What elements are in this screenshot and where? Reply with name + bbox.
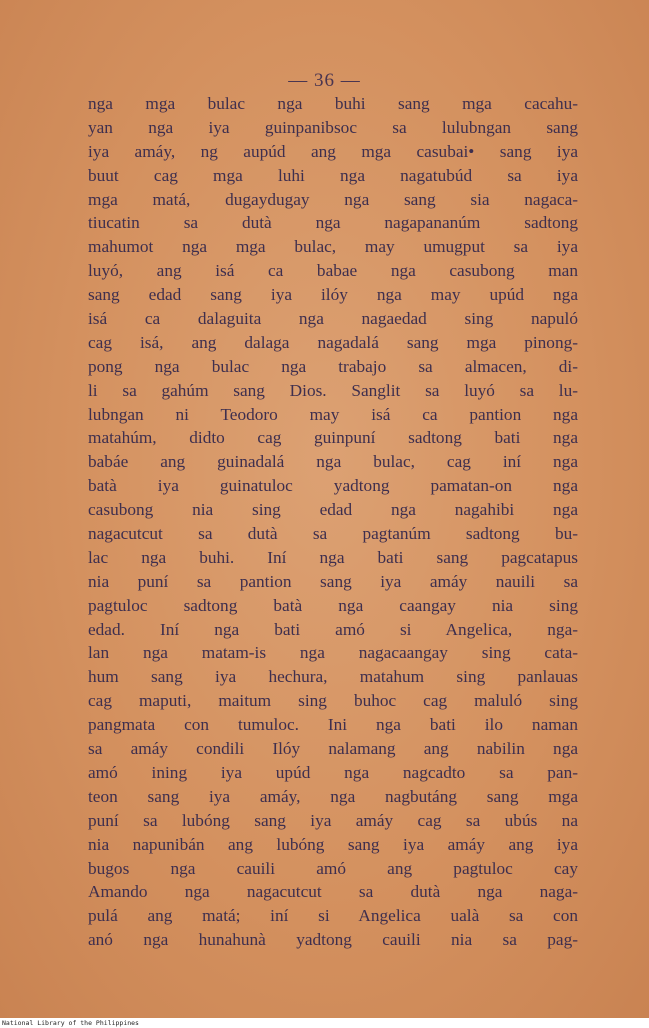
- text-line: lac nga buhi. Iní nga bati sang pagcatapus: [88, 547, 578, 567]
- text-line: luyó, ang isá ca babae nga casubong man: [88, 261, 578, 281]
- text-line: nia napunibán ang lubóng sang iya amáy ang iya: [88, 834, 578, 854]
- text-line: matahúm, didto cag guinpuní sadtong bati nga: [88, 428, 578, 448]
- text-line: puní sa lubóng sang iya amáy cag sa ubús na: [88, 810, 578, 830]
- text-line: sa amáy condili Ilóy nalamang ang nabilin nga: [88, 739, 578, 759]
- text-line: isá ca dalaguita nga nagaedad sing napuló: [88, 309, 578, 329]
- text-line: nagacutcut sa dutà sa pagtanúm sadtong bu-: [88, 524, 578, 544]
- text-line: cag isá, ang dalaga nagadalá sang mga pinong-: [88, 332, 578, 352]
- text-line: pong nga bulac nga trabajo sa almacen, di-: [88, 356, 578, 376]
- body-text: [88, 92, 578, 952]
- text-line: batà iya guinatuloc yadtong pamatan-on nga: [88, 476, 578, 496]
- text-line: babáe ang guinadalá nga bulac, cag iní nga: [88, 452, 578, 472]
- footer-bar: [0, 1018, 649, 1028]
- text-line: lan nga matam-is nga nagacaangay sing cata-: [88, 643, 578, 663]
- text-line: anó nga hunahunà yadtong cauili nia sa pag-: [88, 930, 578, 950]
- text-line: nga mga bulac nga buhi sang mga cacahu-: [88, 94, 578, 113]
- text-line: yan nga iya guinpanibsoc sa lulubngan sang: [88, 117, 578, 137]
- page-number: — 36 —: [288, 70, 361, 91]
- text-line: Amando nga nagacutcut sa dutà nga naga-: [88, 882, 578, 902]
- text-line: teon sang iya amáy, nga nagbutáng sang mga: [88, 786, 578, 806]
- source-credit: National Library of the Philippines: [2, 1019, 139, 1027]
- text-line: pangmata con tumuloc. Ini nga bati ilo naman: [88, 715, 578, 735]
- text-line: amó ining iya upúd nga nagcadto sa pan-: [88, 762, 578, 782]
- text-line: casubong nia sing edad nga nagahibi nga: [88, 500, 578, 520]
- text-line: nia puní sa pantion sang iya amáy nauili sa: [88, 571, 578, 591]
- text-line: bugos nga cauili amó ang pagtuloc cay: [88, 858, 578, 878]
- text-line: li sa gahúm sang Dios. Sanglit sa luyó sa lu-: [88, 380, 578, 400]
- text-line: tiucatin sa dutà nga nagapananúm sadtong: [88, 213, 578, 233]
- text-line: lubngan ni Teodoro may isá ca pantion nga: [88, 404, 578, 424]
- text-line: iya amáy, ng aupúd ang mga casubai• sang iya: [88, 141, 578, 161]
- text-line: hum sang iya hechura, matahum sing panlauas: [88, 667, 578, 687]
- text-line: edad. Iní nga bati amó si Angelica, nga-: [88, 619, 578, 639]
- text-line: mahumot nga mga bulac, may umugput sa iya: [88, 237, 578, 257]
- text-line: cag maputi, maitum sing buhoc cag maluló sing: [88, 691, 578, 711]
- text-line: pagtuloc sadtong batà nga caangay nia sing: [88, 595, 578, 615]
- text-line: sang edad sang iya ilóy nga may upúd nga: [88, 285, 578, 305]
- text-line: mga matá, dugaydugay nga sang sia nagaca-: [88, 189, 578, 209]
- text-line: buut cag mga luhi nga nagatubúd sa iya: [88, 165, 578, 185]
- text-line: pulá ang matá; iní si Angelica ualà sa con: [88, 906, 578, 926]
